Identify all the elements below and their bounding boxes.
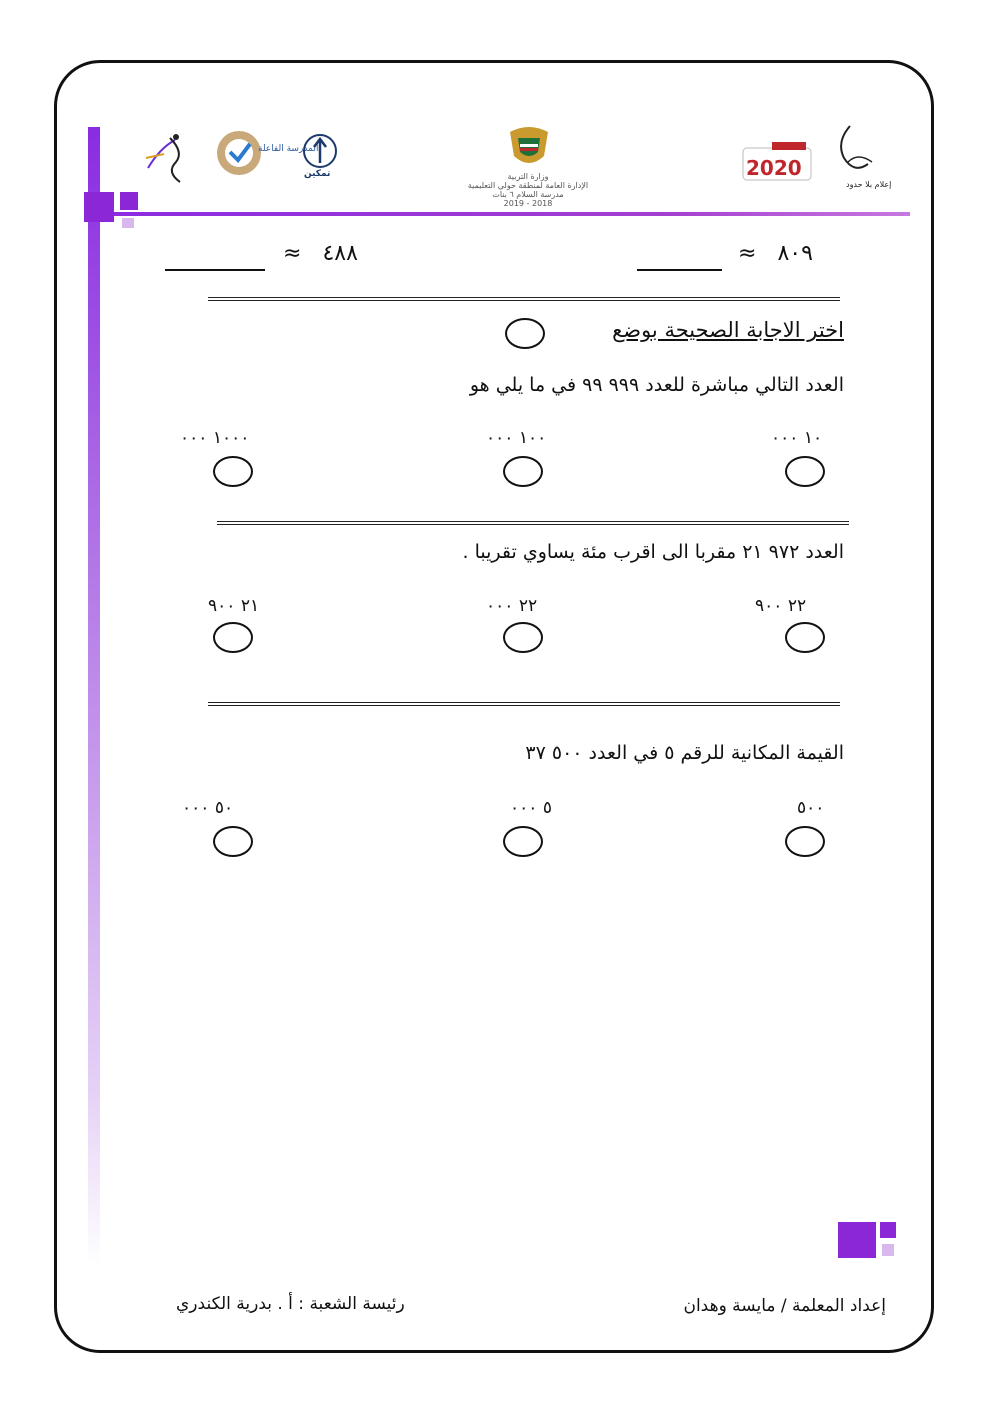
q3-option-1-circle[interactable] — [785, 826, 825, 857]
q2-option-3-circle[interactable] — [213, 622, 253, 653]
horizontal-accent-bar — [88, 212, 910, 216]
ministry-lines — [453, 172, 603, 208]
vision-2020-logo — [742, 140, 812, 182]
q1-option-2-circle[interactable] — [503, 456, 543, 487]
accent-square-footer-small — [880, 1222, 896, 1238]
accent-square-footer-large — [838, 1222, 876, 1258]
accent-square-large — [84, 192, 114, 222]
divider-1 — [208, 297, 840, 301]
q3-option-2-circle[interactable] — [503, 826, 543, 857]
media-logo — [828, 122, 898, 192]
ministry-line-2: الإدارة العامة لمنطقة حولي التعليمية — [467, 181, 589, 190]
question-3-text: القيمة المكانية للرقم ٥ في العدد ٥٠٠ ٣٧ — [525, 742, 844, 764]
estimate-left-number: ٤٨٨ — [322, 241, 358, 266]
effective-school-label: المدرسة الفاعلة — [258, 144, 319, 154]
estimate-left — [283, 241, 358, 266]
q1-option-1-circle[interactable] — [785, 456, 825, 487]
q1-option-3-circle[interactable] — [213, 456, 253, 487]
q3-option-2: ٥ ٠٠٠ — [510, 798, 552, 818]
estimate-right-symbol: ≈ — [738, 241, 757, 266]
estimate-left-blank[interactable] — [165, 269, 265, 271]
estimate-left-symbol: ≈ — [283, 241, 302, 266]
q3-option-1: ٥٠٠ — [797, 798, 825, 818]
q1-option-2: ١٠٠ ٠٠٠ — [486, 428, 547, 448]
footer-head-of-dept: رئيسة الشعبة : أ . بدرية الكندري — [176, 1294, 405, 1314]
accent-square-footer-light — [882, 1244, 894, 1256]
title-answer-circle — [505, 318, 545, 349]
tamkeen-logo — [300, 133, 340, 188]
accent-square-light — [122, 218, 134, 228]
runner-logo — [140, 128, 190, 188]
vertical-accent-bar — [88, 127, 100, 1267]
section-title: اختر الاجابة الصحيحة بوضع — [612, 318, 844, 342]
estimate-right-number: ٨٠٩ — [777, 241, 813, 266]
estimate-right-blank[interactable] — [637, 269, 722, 271]
vision-2020-label: 2020 — [746, 156, 802, 180]
divider-2 — [217, 521, 849, 525]
estimate-right — [738, 241, 813, 266]
tamkeen-label: تمكين — [304, 169, 331, 179]
ministry-line-1: وزارة التربية — [507, 172, 549, 181]
ministry-line-3: مدرسة السلام ٦ بنات — [492, 190, 564, 199]
q2-option-3: ٢١ ٩٠٠ — [208, 596, 260, 616]
footer-prepared-by: إعداد المعلمة / مايسة وهدان — [683, 1296, 886, 1316]
divider-3 — [208, 702, 840, 706]
question-2-text: العدد ٩٧٢ ٢١ مقربا الى اقرب مئة يساوي تقريبا . — [462, 541, 844, 563]
q3-option-3: ٥٠ ٠٠٠ — [182, 798, 234, 818]
q2-option-1: ٢٢ ٩٠٠ — [755, 596, 807, 616]
accent-square-small — [120, 192, 138, 210]
question-1-text: العدد التالي مباشرة للعدد ٩٩٩ ٩٩ في ما يلي هو — [469, 374, 844, 396]
q1-option-1: ١٠ ٠٠٠ — [771, 428, 823, 448]
q2-option-2-circle[interactable] — [503, 622, 543, 653]
ministry-line-4: 2018 - 2019 — [503, 199, 553, 208]
media-logo-caption: إعلام بلا حدود — [846, 180, 892, 189]
q2-option-2: ٢٢ ٠٠٠ — [486, 596, 538, 616]
q2-option-1-circle[interactable] — [785, 622, 825, 653]
q3-option-3-circle[interactable] — [213, 826, 253, 857]
q1-option-3: ١٠٠٠ ٠٠٠ — [180, 428, 250, 448]
kuwait-emblem — [506, 122, 552, 172]
